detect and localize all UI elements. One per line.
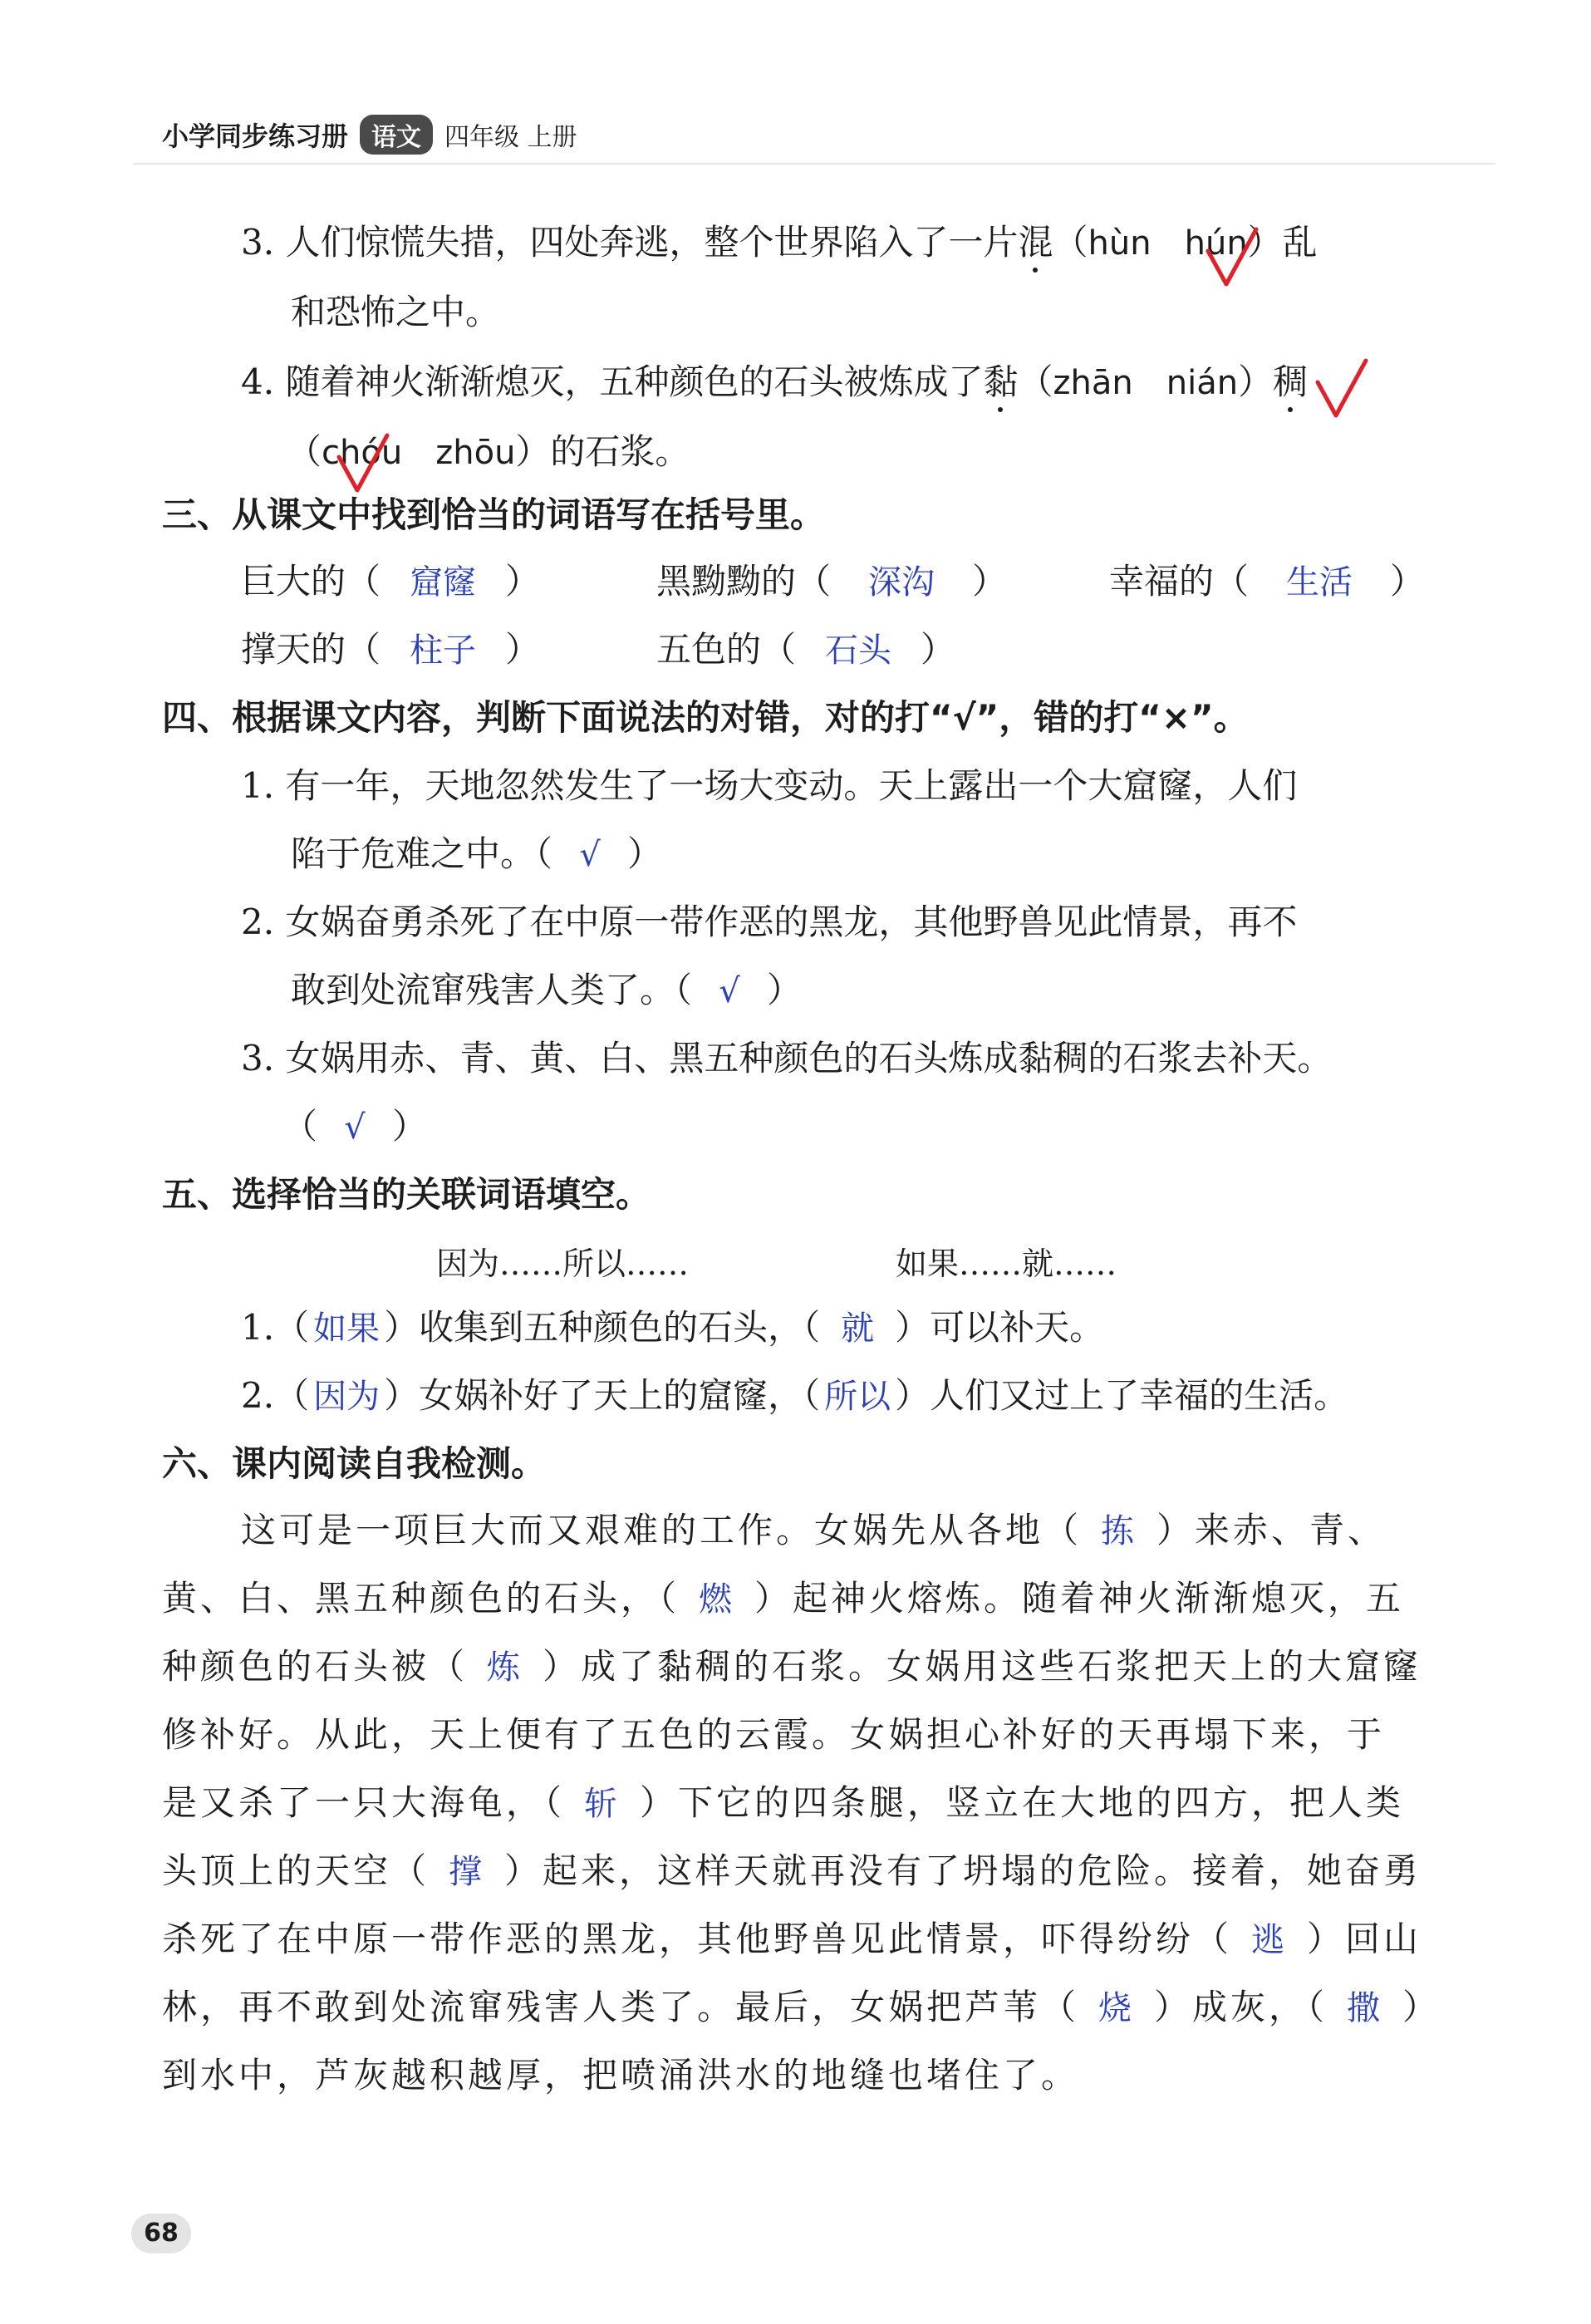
q3-item-giant: 巨大的（ 窟窿 ）: [241, 561, 541, 602]
q2-item4-line2: （chóu zhōu）的石浆。: [287, 431, 690, 472]
q5-sentence-2: 2.（ 因为 ）女娲补好了天上的窟窿，（ 所以 ）人们又过上了幸福的生活。: [241, 1375, 1349, 1416]
q3-item-pillar: 撑天的（ 柱子 ）: [241, 629, 541, 670]
q3-title: 三、从课文中找到恰当的词语写在括号里。: [162, 494, 826, 535]
reading-line-3: 种颜色的石头被（ 炼 ）成了黏稠的石浆。女娲用这些石浆把天上的大窟窿: [162, 1646, 1422, 1687]
q4-title: 四、根据课文内容，判断下面说法的对错，对的打“√”，错的打“×”。: [162, 697, 1249, 738]
header-divider: [133, 163, 1495, 165]
reading-line-8: 林，再不敢到处流窜残害人类了。最后，女娲把芦苇（ 烧 ）成灰，（ 撒 ）: [162, 1987, 1441, 2027]
reading-line-6: 头顶上的天空（ 撑 ）起来，这样天就再没有了坍塌的危险。接着，她奋勇: [162, 1850, 1422, 1891]
q6-title: 六、课内阅读自我检测。: [162, 1443, 547, 1484]
q5-sentence-1: 1.（ 如果 ）收集到五种颜色的石头，（ 就 ）可以补天。: [241, 1307, 1105, 1348]
q5-option-1: 因为……所以……: [436, 1246, 690, 1282]
q3-item-five-color: 五色的（ 石头 ）: [656, 629, 956, 670]
q5-title: 五、选择恰当的关联词语填空。: [162, 1174, 651, 1215]
check-mark-icon: [334, 432, 392, 499]
q4-item3-line2: （ √ ）: [282, 1106, 428, 1147]
subject-tag: 语文: [360, 115, 433, 155]
q2-item4-line1: 4. 随着神火渐渐熄灭，五种颜色的石头被炼成了黏（zhān nián）稠: [241, 357, 1308, 408]
reading-line-2: 黄、白、黑五种颜色的石头，（ 燃 ）起神火熔炼。随着神火渐渐熄灭，五: [162, 1578, 1405, 1619]
q4-item1-line1: 1. 有一年，天地忽然发生了一场大变动。天上露出一个大窟窿，人们: [241, 765, 1298, 806]
q4-item1-line2: 陷于危难之中。（ √ ）: [291, 833, 663, 874]
grade-label: 四年级 上册: [444, 123, 577, 152]
reading-line-1: 这可是一项巨大而又艰难的工作。女娲先从各地（ 拣 ）来赤、青、: [241, 1510, 1387, 1550]
q3-item-dark: 黑黝黝的（ 深沟 ）: [656, 561, 1008, 602]
q4-item2-line2: 敢到处流窜残害人类了。（ √ ）: [291, 970, 803, 1010]
reading-line-9: 到水中，芦灰越积越厚，把喷涌洪水的地缝也堵住了。: [162, 2055, 1080, 2096]
q4-item2-line1: 2. 女娲奋勇杀死了在中原一带作恶的黑龙，其他野兽见此情景，再不: [241, 902, 1298, 942]
check-mark-icon: [1313, 357, 1371, 424]
reading-line-5: 是又杀了一只大海龟，（ 斩 ）下它的四条腿，竖立在大地的四方，把人类: [162, 1782, 1405, 1823]
book-title: 小学同步练习册: [162, 120, 349, 152]
q3-item-happy: 幸福的（ 生活 ）: [1109, 561, 1426, 602]
reading-line-4: 修补好。从此，天上便有了五色的云霞。女娲担心补好的天再塌下来，于: [162, 1714, 1386, 1755]
q5-option-2: 如果……就……: [896, 1246, 1117, 1282]
q4-item3-line1: 3. 女娲用赤、青、黄、白、黑五种颜色的石头炼成黏稠的石浆去补天。: [241, 1038, 1333, 1078]
q2-item3-line1: 3. 人们惊慌失措，四处奔逃，整个世界陷入了一片混（hùn hún）乱: [241, 218, 1318, 268]
reading-line-7: 杀死了在中原一带作恶的黑龙，其他野兽见此情景，吓得纷纷（ 逃 ）回山: [162, 1919, 1422, 1959]
q2-item3-line2: 和恐怖之中。: [291, 292, 501, 332]
check-mark-icon: [1203, 226, 1261, 292]
page-header: [162, 115, 577, 155]
page-number: 68: [131, 2213, 191, 2253]
